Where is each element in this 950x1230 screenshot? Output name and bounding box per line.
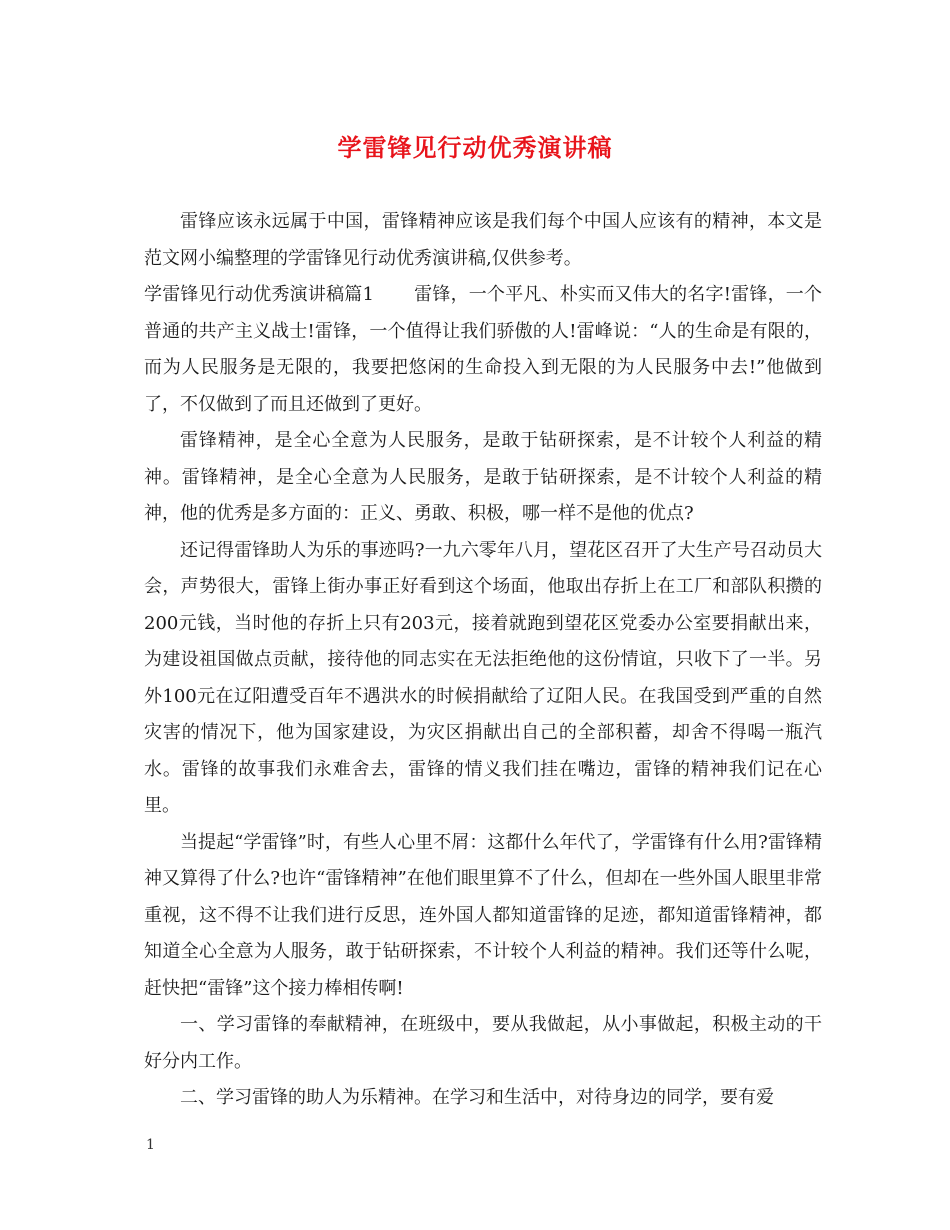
body-paragraph-1: 雷锋精神，是全心全意为人民服务，是敢于钻研探索，是不计较个人利益的精神。雷锋精神，是全心全意为人民服务，是敢于钻研探索，是不计较个人利益的精神，他的优秀是多方面的：正义、勇敢、积极，哪一样不是他的优点?	[144, 430, 822, 524]
body-paragraph-2: 还记得雷锋助人为乐的事迹吗?一九六零年八月，望花区召开了大生产号召动员大会，声势很大，雷锋上街办事正好看到这个场面，他取出存折上在工厂和部队积攒的200元钱，当时他的存折上只有203元，接着就跑到望花区党委办公室要捐献出来，为建设祖国做点贡献，接待他的同志实在无法拒绝他的这份情谊，只收下了一半。另外100元在辽阳遭受百年不遇洪水的时候捐献给了辽阳人民。在我国受到严重的自然灾害的情况下，他为国家建设，为灾区捐献出自己的全部积蓄，却舍不得喝一瓶汽水。雷锋的故事我们永难舍去，雷锋的情义我们挂在嘴边，雷锋的精神我们记在心里。	[144, 539, 822, 816]
document-body	[144, 204, 822, 1117]
body-paragraph-5: 二、学习雷锋的助人为乐精神。在学习和生活中，对待身边的同学，要有爱	[180, 1087, 774, 1108]
document-title: 学雷锋见行动优秀演讲稿	[337, 133, 613, 162]
intro-paragraph: 雷锋应该永远属于中国，雷锋精神应该是我们每个中国人应该有的精神，本文是范文网小编整理的学雷锋见行动优秀演讲稿,仅供参考。	[144, 211, 822, 269]
section-text: 雷锋，一个平凡、朴实而又伟大的名字!雷锋，一个普通的共产主义战士!雷锋，一个值得让我们骄傲的人!雷峰说：“人的生命是有限的，而为人民服务是无限的，我要把悠闲的生命投入到无限的为人民服务中去!”他做到了，不仅做到了而且还做到了更好。	[144, 284, 823, 415]
page-number: 1	[146, 1137, 155, 1153]
body-paragraph-3: 当提起“学雷锋”时，有些人心里不屑：这都什么年代了，学雷锋有什么用?雷锋精神又算得了什么?也许“雷锋精神”在他们眼里算不了什么，但却在一些外国人眼里非常重视，这不得不让我们进行反思，连外国人都知道雷锋的足迹，都知道雷锋精神，都知道全心全意为人服务，敢于钻研探索，不计较个人利益的精神。我们还等什么呢，赶快把“雷锋”这个接力棒相传啊!	[144, 831, 822, 999]
body-paragraph-4: 一、学习雷锋的奉献精神，在班级中，要从我做起，从小事做起，积极主动的干好分内工作。	[144, 1014, 822, 1072]
section-heading: 学雷锋见行动优秀演讲稿篇1	[144, 284, 374, 305]
section-paragraph	[144, 277, 822, 423]
